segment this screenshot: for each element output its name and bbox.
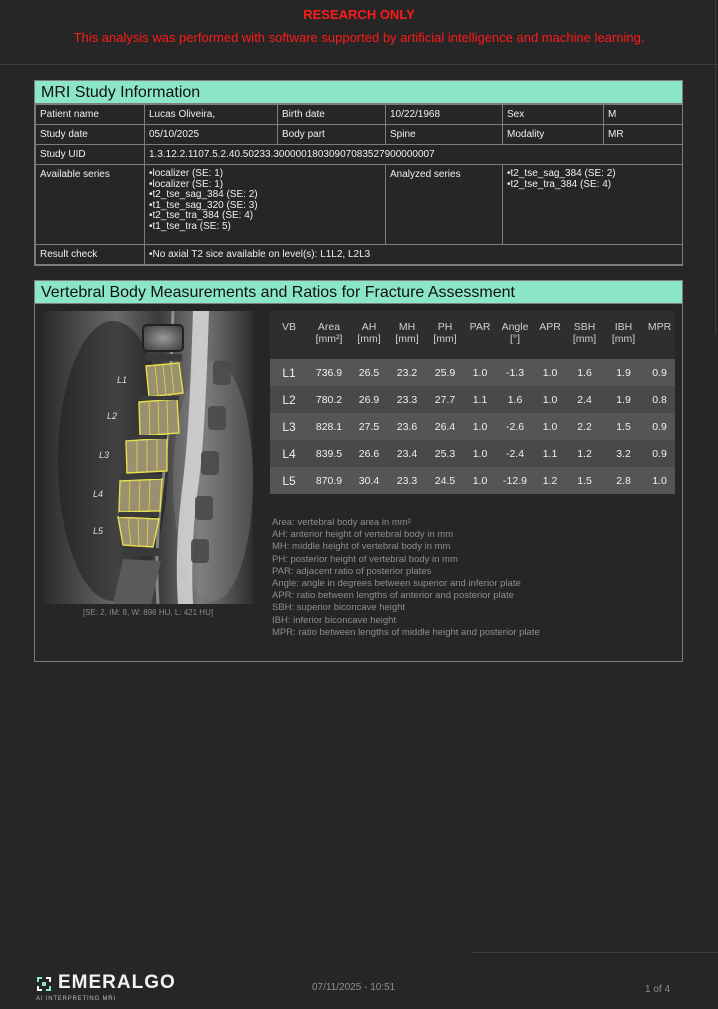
table-cell: 1.9 — [603, 359, 644, 386]
table-cell: 1.0 — [644, 467, 675, 494]
table-cell: 1.6 — [496, 386, 534, 413]
table-row — [270, 359, 675, 386]
legend-line: Angle: angle in degrees between superior and inferior plate — [272, 578, 521, 590]
study-info-panel — [34, 80, 683, 266]
column-header-ah — [350, 311, 388, 359]
emeralgo-logo-icon — [36, 976, 52, 992]
series-item: • t2_tse_tra_384 (SE: 4) — [507, 180, 678, 191]
table-cell: 1.2 — [566, 440, 603, 467]
column-name: Angle — [501, 321, 529, 333]
table-cell: -2.6 — [496, 413, 534, 440]
modality-label: Modality — [503, 125, 604, 145]
result-check-value: • No axial T2 sice available on level(s): L1L2, L2L3 — [145, 245, 683, 265]
table-cell: 1.1 — [464, 386, 496, 413]
legend-line: MH: middle height of vertebral body in mm — [272, 541, 451, 553]
study-row-date — [36, 125, 683, 145]
table-cell: 1.6 — [566, 359, 603, 386]
body-part-label: Body part — [278, 125, 386, 145]
logo-wordmark: EMERALGO — [58, 972, 176, 993]
body-part-value: Spine — [386, 125, 503, 145]
table-cell: 839.5 — [308, 440, 350, 467]
table-cell: 828.1 — [308, 413, 350, 440]
measurements-panel — [34, 280, 683, 662]
table-cell: 26.6 — [350, 440, 388, 467]
birth-date-value: 10/22/1968 — [386, 105, 503, 125]
table-cell: 23.3 — [388, 467, 426, 494]
analyzed-series-cell — [503, 165, 683, 245]
column-name: MPR — [647, 321, 672, 333]
study-date-value: 05/10/2025 — [145, 125, 278, 145]
table-cell: 0.8 — [644, 386, 675, 413]
table-cell: L2 — [270, 386, 308, 413]
column-header-apr — [534, 311, 566, 359]
modality-value: MR — [604, 125, 683, 145]
vertebra-label: L3 — [99, 450, 110, 460]
sex-label: Sex — [503, 105, 604, 125]
column-unit: [°] — [509, 333, 521, 345]
column-header-ph — [426, 311, 464, 359]
legend-line: APR: ratio between lengths of anterior and posterior plate — [272, 590, 514, 602]
table-cell: 2.2 — [566, 413, 603, 440]
column-unit: [mm] — [395, 333, 419, 345]
table-cell: 2.8 — [603, 467, 644, 494]
analyzed-series-label: Analyzed series — [386, 165, 503, 245]
study-info-table — [35, 104, 683, 265]
table-cell: 1.0 — [534, 359, 566, 386]
image-caption: [SE: 2, IM: 8, W: 896 HU, L: 421 HU] — [82, 608, 214, 617]
legend-line: IBH: inferior biconcave height — [272, 614, 397, 626]
report-timestamp: 07/11/2025 - 10:51 — [312, 982, 396, 993]
table-cell: L3 — [270, 413, 308, 440]
table-cell: 27.7 — [426, 386, 464, 413]
column-name: SBH — [573, 321, 596, 333]
table-cell: 23.6 — [388, 413, 426, 440]
mri-sagittal-image — [43, 311, 253, 604]
measurements-header-row — [270, 311, 675, 359]
footer-divider — [472, 952, 718, 953]
logo-tagline: AI INTERPRETING MRI — [36, 996, 116, 1002]
table-cell: 1.5 — [603, 413, 644, 440]
table-cell: -1.3 — [496, 359, 534, 386]
available-series-list — [149, 165, 381, 232]
table-cell: 1.0 — [534, 413, 566, 440]
emeralgo-logo — [36, 972, 206, 1006]
column-name: IBH — [614, 321, 633, 333]
series-item: • t1_tse_tra (SE: 5) — [149, 222, 381, 233]
table-cell: 30.4 — [350, 467, 388, 494]
table-cell: -2.4 — [496, 440, 534, 467]
column-name: VB — [281, 321, 296, 333]
series-item: • t2_tse_tra_384 (SE: 4) — [149, 211, 381, 222]
legend-line: PAR: adjacent ratio of posterior plates — [272, 565, 432, 577]
table-cell: 26.9 — [350, 386, 388, 413]
measurements-table-wrap — [270, 311, 675, 494]
legend-line: PH: posterior height of vertebral body in mm — [272, 553, 458, 565]
column-name: AH — [361, 321, 377, 333]
table-cell: 870.9 — [308, 467, 350, 494]
series-item: • t2_tse_sag_384 (SE: 2) — [507, 169, 678, 180]
table-cell: 3.2 — [603, 440, 644, 467]
table-cell: 1.9 — [603, 386, 644, 413]
table-cell: 1.2 — [534, 467, 566, 494]
vertebra-label: L2 — [107, 411, 118, 421]
table-row — [270, 386, 675, 413]
column-name: PH — [437, 321, 453, 333]
column-header-mpr — [644, 311, 675, 359]
top-divider — [0, 64, 718, 65]
research-only-title: RESEARCH ONLY — [303, 7, 415, 22]
series-item: • t2_tse_sag_384 (SE: 2) — [149, 190, 381, 201]
birth-date-label: Birth date — [278, 105, 386, 125]
legend-line: AH: anterior height of vertebral body in mm — [272, 529, 454, 541]
table-cell: 23.3 — [388, 386, 426, 413]
column-header-par — [464, 311, 496, 359]
page-number: 1 of 4 — [645, 984, 671, 995]
column-unit: [mm] — [572, 333, 597, 345]
table-cell: 0.9 — [644, 440, 675, 467]
table-cell: 23.2 — [388, 359, 426, 386]
table-cell: 27.5 — [350, 413, 388, 440]
study-uid-label: Study UID — [36, 145, 145, 165]
table-cell: 25.9 — [426, 359, 464, 386]
study-row-patient — [36, 105, 683, 125]
table-cell: L1 — [270, 359, 308, 386]
right-divider — [715, 0, 716, 334]
column-unit: [mm] — [433, 333, 457, 345]
table-cell: 2.4 — [566, 386, 603, 413]
vertebra-label: L5 — [93, 526, 104, 536]
table-row — [270, 467, 675, 494]
study-uid-value: 1.3.12.2.1107.5.2.40.50233.30000018030907083527900000007 — [145, 145, 683, 165]
study-info-header: MRI Study Information — [35, 81, 682, 104]
table-cell: 23.4 — [388, 440, 426, 467]
column-name: PAR — [469, 321, 491, 333]
table-cell: L5 — [270, 467, 308, 494]
measurements-body — [270, 359, 675, 494]
table-cell: 736.9 — [308, 359, 350, 386]
series-item: • localizer (SE: 1) — [149, 169, 381, 180]
column-header-sbh — [566, 311, 603, 359]
table-cell: 0.9 — [644, 413, 675, 440]
sex-value: M — [604, 105, 683, 125]
analyzed-series-list — [507, 165, 678, 190]
table-row — [270, 413, 675, 440]
column-unit: [mm²] — [315, 333, 343, 345]
study-row-result — [36, 245, 683, 265]
table-cell: -12.9 — [496, 467, 534, 494]
result-check-label: Result check — [36, 245, 145, 265]
series-item: • localizer (SE: 1) — [149, 180, 381, 191]
table-cell: 1.1 — [534, 440, 566, 467]
study-row-uid — [36, 145, 683, 165]
table-cell: 1.5 — [566, 467, 603, 494]
column-header-area — [308, 311, 350, 359]
available-series-label: Available series — [36, 165, 145, 245]
patient-name-value: Lucas Oliveira, — [145, 105, 278, 125]
table-cell: 26.4 — [426, 413, 464, 440]
column-unit: [mm] — [357, 333, 381, 345]
legend-line: MPR: ratio between lengths of middle height and posterior plate — [272, 626, 540, 638]
vertebra-label: L4 — [93, 489, 104, 499]
column-unit: [mm] — [611, 333, 636, 345]
table-row — [270, 440, 675, 467]
column-header-ibh — [603, 311, 644, 359]
table-cell: 1.0 — [464, 440, 496, 467]
series-item: • t1_tse_sag_320 (SE: 3) — [149, 201, 381, 212]
vertebra-label: L1 — [117, 375, 128, 385]
legend-line: Area: vertebral body area in mm² — [272, 517, 411, 528]
column-name: Area — [317, 321, 341, 333]
abbreviation-legend — [272, 517, 672, 639]
mri-sagittal-svg — [43, 311, 253, 604]
measurements-table — [270, 311, 675, 494]
column-name: MH — [398, 321, 416, 333]
measurements-header: Vertebral Body Measurements and Ratios for Fracture Assessment — [35, 281, 682, 304]
study-row-series — [36, 165, 683, 245]
table-cell: 25.3 — [426, 440, 464, 467]
patient-name-label: Patient name — [36, 105, 145, 125]
table-cell: 1.0 — [464, 413, 496, 440]
study-date-label: Study date — [36, 125, 145, 145]
table-cell: 1.0 — [534, 386, 566, 413]
table-cell: 26.5 — [350, 359, 388, 386]
table-cell: 1.0 — [464, 467, 496, 494]
table-cell: 24.5 — [426, 467, 464, 494]
legend-line: SBH: superior biconcave height — [272, 602, 406, 614]
table-cell: 780.2 — [308, 386, 350, 413]
column-name: APR — [539, 321, 561, 333]
table-cell: 1.0 — [464, 359, 496, 386]
table-cell: L4 — [270, 440, 308, 467]
column-header-vb — [270, 311, 308, 359]
column-header-angle — [496, 311, 534, 359]
available-series-cell — [145, 165, 386, 245]
ai-disclaimer: This analysis was performed with software supported by artificial intelligence and machine learning. — [73, 30, 645, 45]
column-header-mh — [388, 311, 426, 359]
table-cell: 0.9 — [644, 359, 675, 386]
